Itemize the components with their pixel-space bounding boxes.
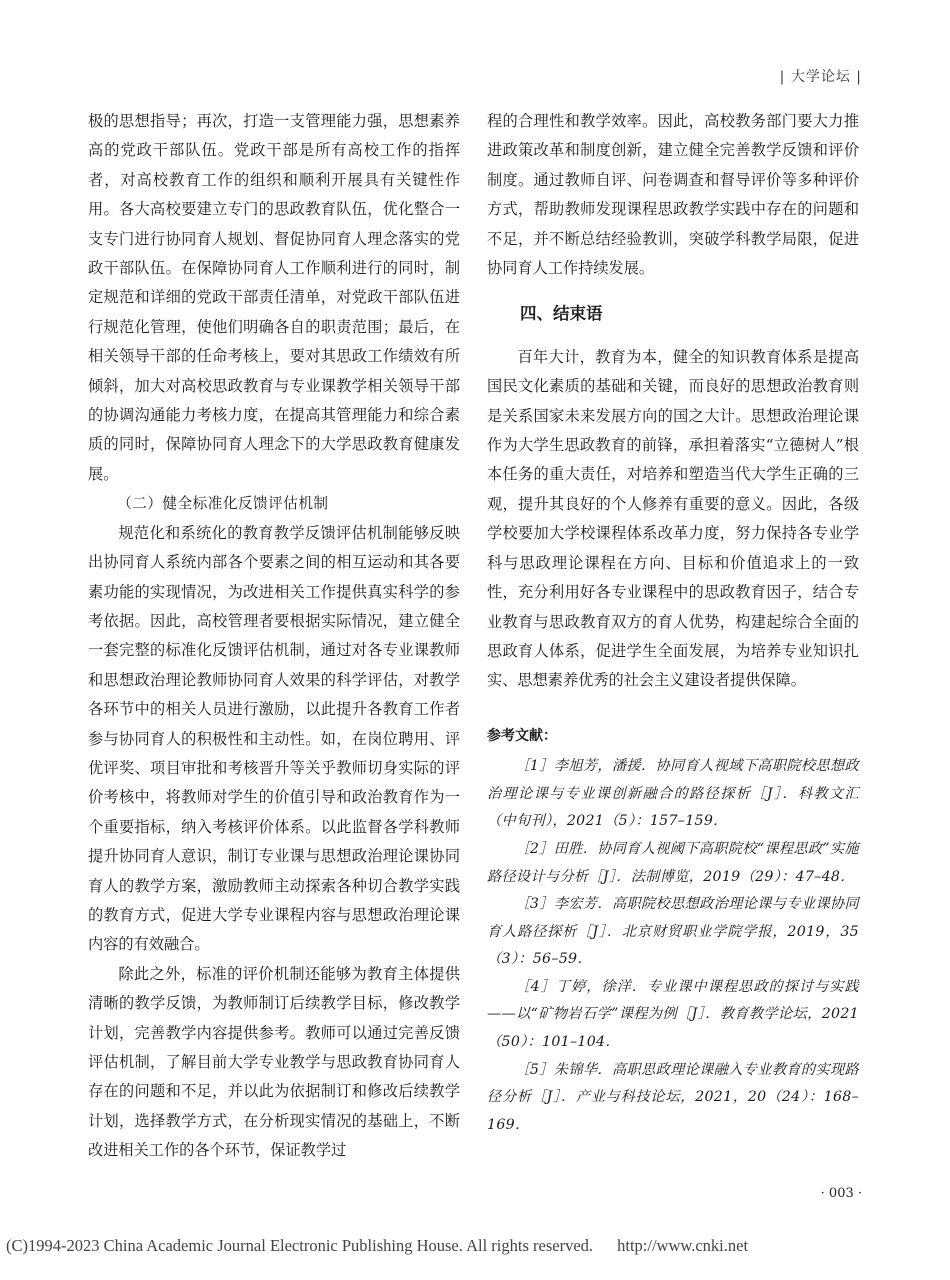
references-heading: 参考文献： <box>487 727 557 744</box>
reference-list <box>487 753 859 1139</box>
right-column <box>487 107 859 1139</box>
running-head: | 大学论坛 | <box>779 69 862 85</box>
body-paragraph: 百年大计，教育为本，健全的知识教育体系是提高国民文化素质的基础和关键，而良好的思想政治教育则是关系国家未来发展方向的国之大计。思想政治理论课作为大学生思政教育的前锋，承担着落实“立德树人”根本任务的重大责任，对培养和塑造当代大学生正确的三观，提升其良好的个人修养有重要的意义。因此，各级学校要加大学校课程体系改革力度，努力保持各专业学科与思政理论课程在方向、目标和价值追求上的一致性，充分利用好各专业课程中的思政教育因子，结合专业教育与思政教育双方的育人优势，构建起综合全面的思政育人体系，促进学生全面发展，为培养专业知识扎实、思想素养优秀的社会主义建设者提供保障。 <box>487 347 859 690</box>
left-column <box>88 107 460 1166</box>
reference-item: ［1］李旭芳，潘援．协同育人视域下高职院校思想政治理论课与专业课创新融合的路径探析［J］．科教文汇（中旬刊），2021（5）：157–159． <box>487 758 859 830</box>
body-paragraph: 除此之外，标准的评价机制还能够为教育主体提供清晰的教学反馈，为教师制订后续教学目标，修改教学计划，完善教学内容提供参考。教师可以通过完善反馈评估机制，了解目前大学专业教学与思政教育协同育人存在的问题和不足，并以此为依据制订和修改后续教学计划，选择教学方式，在分析现实情况的基础上，不断改进相关工作的各个环节，保证教学过 <box>88 964 460 1160</box>
reference-item: ［3］李宏芳．高职院校思想政治理论课与专业课协同育人路径探析［J］．北京财贸职业学院学报，2019，35（3）：56–59． <box>487 896 859 968</box>
body-paragraph: 程的合理性和教学效率。因此，高校教务部门要大力推进政策改革和制度创新，建立健全完善教学反馈和评价制度。通过教师自评、问卷调查和督导评价等多种评价方式，帮助教师发现课程思政教学实践中存在的问题和不足，并不断总结经验教训，突破学科教学局限，促进协同育人工作持续发展。 <box>487 112 859 278</box>
body-paragraph: 极的思想指导；再次，打造一支管理能力强，思想素养高的党政干部队伍。党政干部是所有高校工作的指挥者，对高校教育工作的组织和顺利开展具有关键性作用。各大高校要建立专门的思政教育队伍，优化整合一支专门进行协同育人规划、督促协同育人理念落实的党政干部队伍。在保障协同育人工作顺利进行的同时，制定规范和详细的党政干部责任清单，对党政干部队伍进行规范化管理，使他们明确各自的职责范围；最后，在相关领导干部的任命考核上，要对其思政工作绩效有所倾斜，加大对高校思政教育与专业课教学相关领导干部的协调沟通能力考核力度，在提高其管理能力和综合素质的同时，保障协同育人理念下的大学思政教育健康发展。 <box>88 112 460 483</box>
body-paragraph: 规范化和系统化的教育教学反馈评估机制能够反映出协同育人系统内部各个要素之间的相互运动和其各要素功能的实现情况，为改进相关工作提供真实科学的参考依据。因此，高校管理者要根据实际情况，建立健全一套完整的标准化反馈评估机制，通过对各专业课教师和思想政治理论教师协同育人效果的科学评估，对教学各环节中的相关人员进行激励，以此提升各教育工作者参与协同育人的积极性和主动性。如，在岗位聘用、评优评奖、项目审批和考核晋升等关乎教师切身实际的评价考核中，将教师对学生的价值引导和政治教育作为一个重要指标，纳入考核评价体系。以此监督各学科教师提升协同育人意识，制订专业课与思想政治理论课协同育人的教学方案，激励教师主动探索各种切合教学实践的教育方式，促进大学专业课程内容与思想政治理论课内容的有效融合。 <box>88 523 460 954</box>
reference-item: ［2］田胜．协同育人视阈下高职院校“课程思政”实施路径设计与分析［J］．法制博览，2019（29）：47–48． <box>487 840 859 885</box>
footer-url: http://www.cnki.net <box>617 1236 749 1255</box>
copyright-footer <box>6 1236 768 1256</box>
copyright-text: (C)1994-2023 China Academic Journal Electronic Publishing House. All rights reserved. <box>6 1236 594 1255</box>
page-number: · 003 · <box>820 1186 862 1201</box>
section-heading: 四、结束语 <box>520 304 603 324</box>
reference-item: ［4］丁婷，徐洋．专业课中课程思政的探讨与实践——以“矿物岩石学”课程为例［J］．教育教学论坛，2021（50）：101–104． <box>487 978 859 1051</box>
subsection-heading: （二）健全标准化反馈评估机制 <box>117 495 329 513</box>
reference-item: ［5］朱锦华．高职思政理论课融入专业教育的实现路径分析［J］．产业与科技论坛，2021，20（24）：168–169． <box>487 1061 859 1133</box>
